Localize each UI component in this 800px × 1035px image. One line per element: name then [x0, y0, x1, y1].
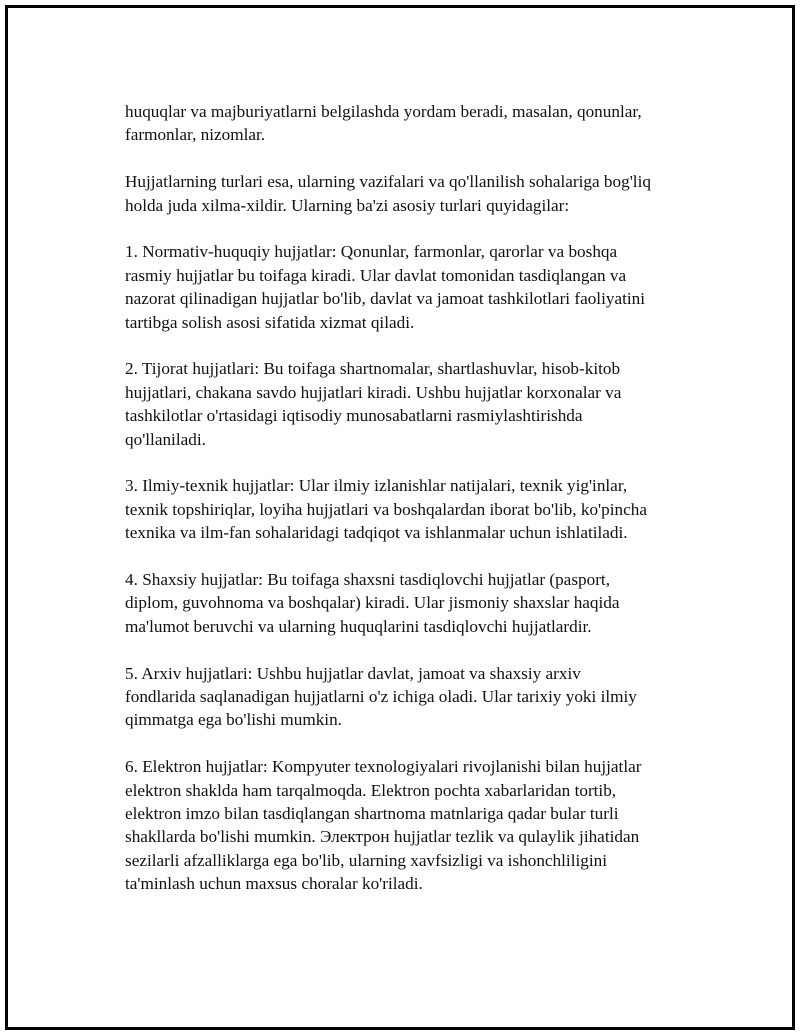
paragraph-type-1-normative: [125, 240, 705, 334]
text-line: rasmiy hujjatlar bu toifaga kiradi. Ular davlat tomonidan tasdiqlangan va: [125, 265, 627, 285]
text-line: hujjatlari, chakana savdo hujjatlari kiradi. Ushbu hujjatlar korxonalar va: [125, 382, 622, 402]
document-body: [125, 100, 705, 919]
text-line: qimmatga ega bo'lishi mumkin.: [125, 710, 342, 730]
text-line: huquqlar va majburiyatlarni belgilashda yordam beradi, masalan, qonunlar,: [125, 102, 642, 121]
paragraph-types-intro: [125, 170, 705, 217]
paragraph-type-6-electronic: [125, 755, 705, 895]
paragraph-intro-continuation: [125, 100, 705, 147]
text-line: texnika va ilm-fan sohalaridagi tadqiqot va ishlanmalar uchun ishlatiladi.: [125, 523, 628, 543]
text-line: shakllarda bo'lishi mumkin. Электрон hujjatlar tezlik va qulaylik jihatidan: [125, 827, 640, 847]
paragraph-type-4-personal: [125, 568, 705, 638]
text-line: 5. Arxiv hujjatlari: Ushbu hujjatlar davlat, jamoat va shaxsiy arxiv: [125, 663, 581, 683]
paragraph-type-5-archive: [125, 662, 705, 732]
paragraph-type-2-commercial: [125, 357, 705, 451]
text-line: texnik topshiriqlar, loyiha hujjatlari va boshqalardan iborat bo'lib, ko'pincha: [125, 499, 647, 519]
text-line: Hujjatlarning turlari esa, ularning vazifalari va qo'llanilish sohalariga bog'liq: [125, 172, 651, 192]
text-line: sezilarli afzalliklarga ega bo'lib, ularning xavfsizligi va ishonchliligini: [125, 850, 607, 870]
text-line: tartibga solish asosi sifatida xizmat qiladi.: [125, 312, 415, 332]
text-line: nazorat qilinadigan hujjatlar bo'lib, davlat va jamoat tashkilotlari faoliyatini: [125, 289, 645, 309]
text-line: elektron imzo bilan tasdiqlangan shartnoma matnlariga qadar bular turli: [125, 804, 619, 824]
text-line: 1. Normativ-huquqiy hujjatlar: Qonunlar, farmonlar, qarorlar va boshqa: [125, 242, 618, 262]
text-line: 2. Tijorat hujjatlari: Bu toifaga shartnomalar, shartlashuvlar, hisob-kitob: [125, 359, 621, 379]
text-line: ta'minlash uchun maxsus choralar ko'riladi.: [125, 874, 423, 894]
text-line: diplom, guvohnoma va boshqalar) kiradi. Ular jismoniy shaxslar haqida: [125, 593, 620, 613]
page-frame: [5, 5, 795, 1030]
text-line: 6. Elektron hujjatlar: Kompyuter texnologiyalari rivojlanishi bilan hujjatlar: [125, 757, 642, 777]
text-line: 3. Ilmiy-texnik hujjatlar: Ular ilmiy izlanishlar natijalari, texnik yig'inlar,: [125, 476, 628, 496]
paragraph-type-3-scientific: [125, 474, 705, 544]
text-line: tashkilotlar o'rtasidagi iqtisodiy munosabatlarni rasmiylashtirishda: [125, 406, 583, 426]
text-line: elektron shaklda ham tarqalmoqda. Elektron pochta xabarlaridan tortib,: [125, 780, 617, 800]
text-line: farmonlar, nizomlar.: [125, 125, 266, 145]
text-line: ma'lumot beruvchi va ularning huquqlarini tasdiqlovchi hujjatlardir.: [125, 616, 592, 636]
text-line: holda juda xilma-xildir. Ularning ba'zi asosiy turlari quyidagilar:: [125, 195, 570, 215]
text-line: qo'llaniladi.: [125, 429, 206, 449]
text-line: fondlarida saqlanadigan hujjatlarni o'z ichiga oladi. Ular tarixiy yoki ilmiy: [125, 687, 637, 707]
text-line: 4. Shaxsiy hujjatlar: Bu toifaga shaxsni tasdiqlovchi hujjatlar (pasport,: [125, 570, 610, 590]
